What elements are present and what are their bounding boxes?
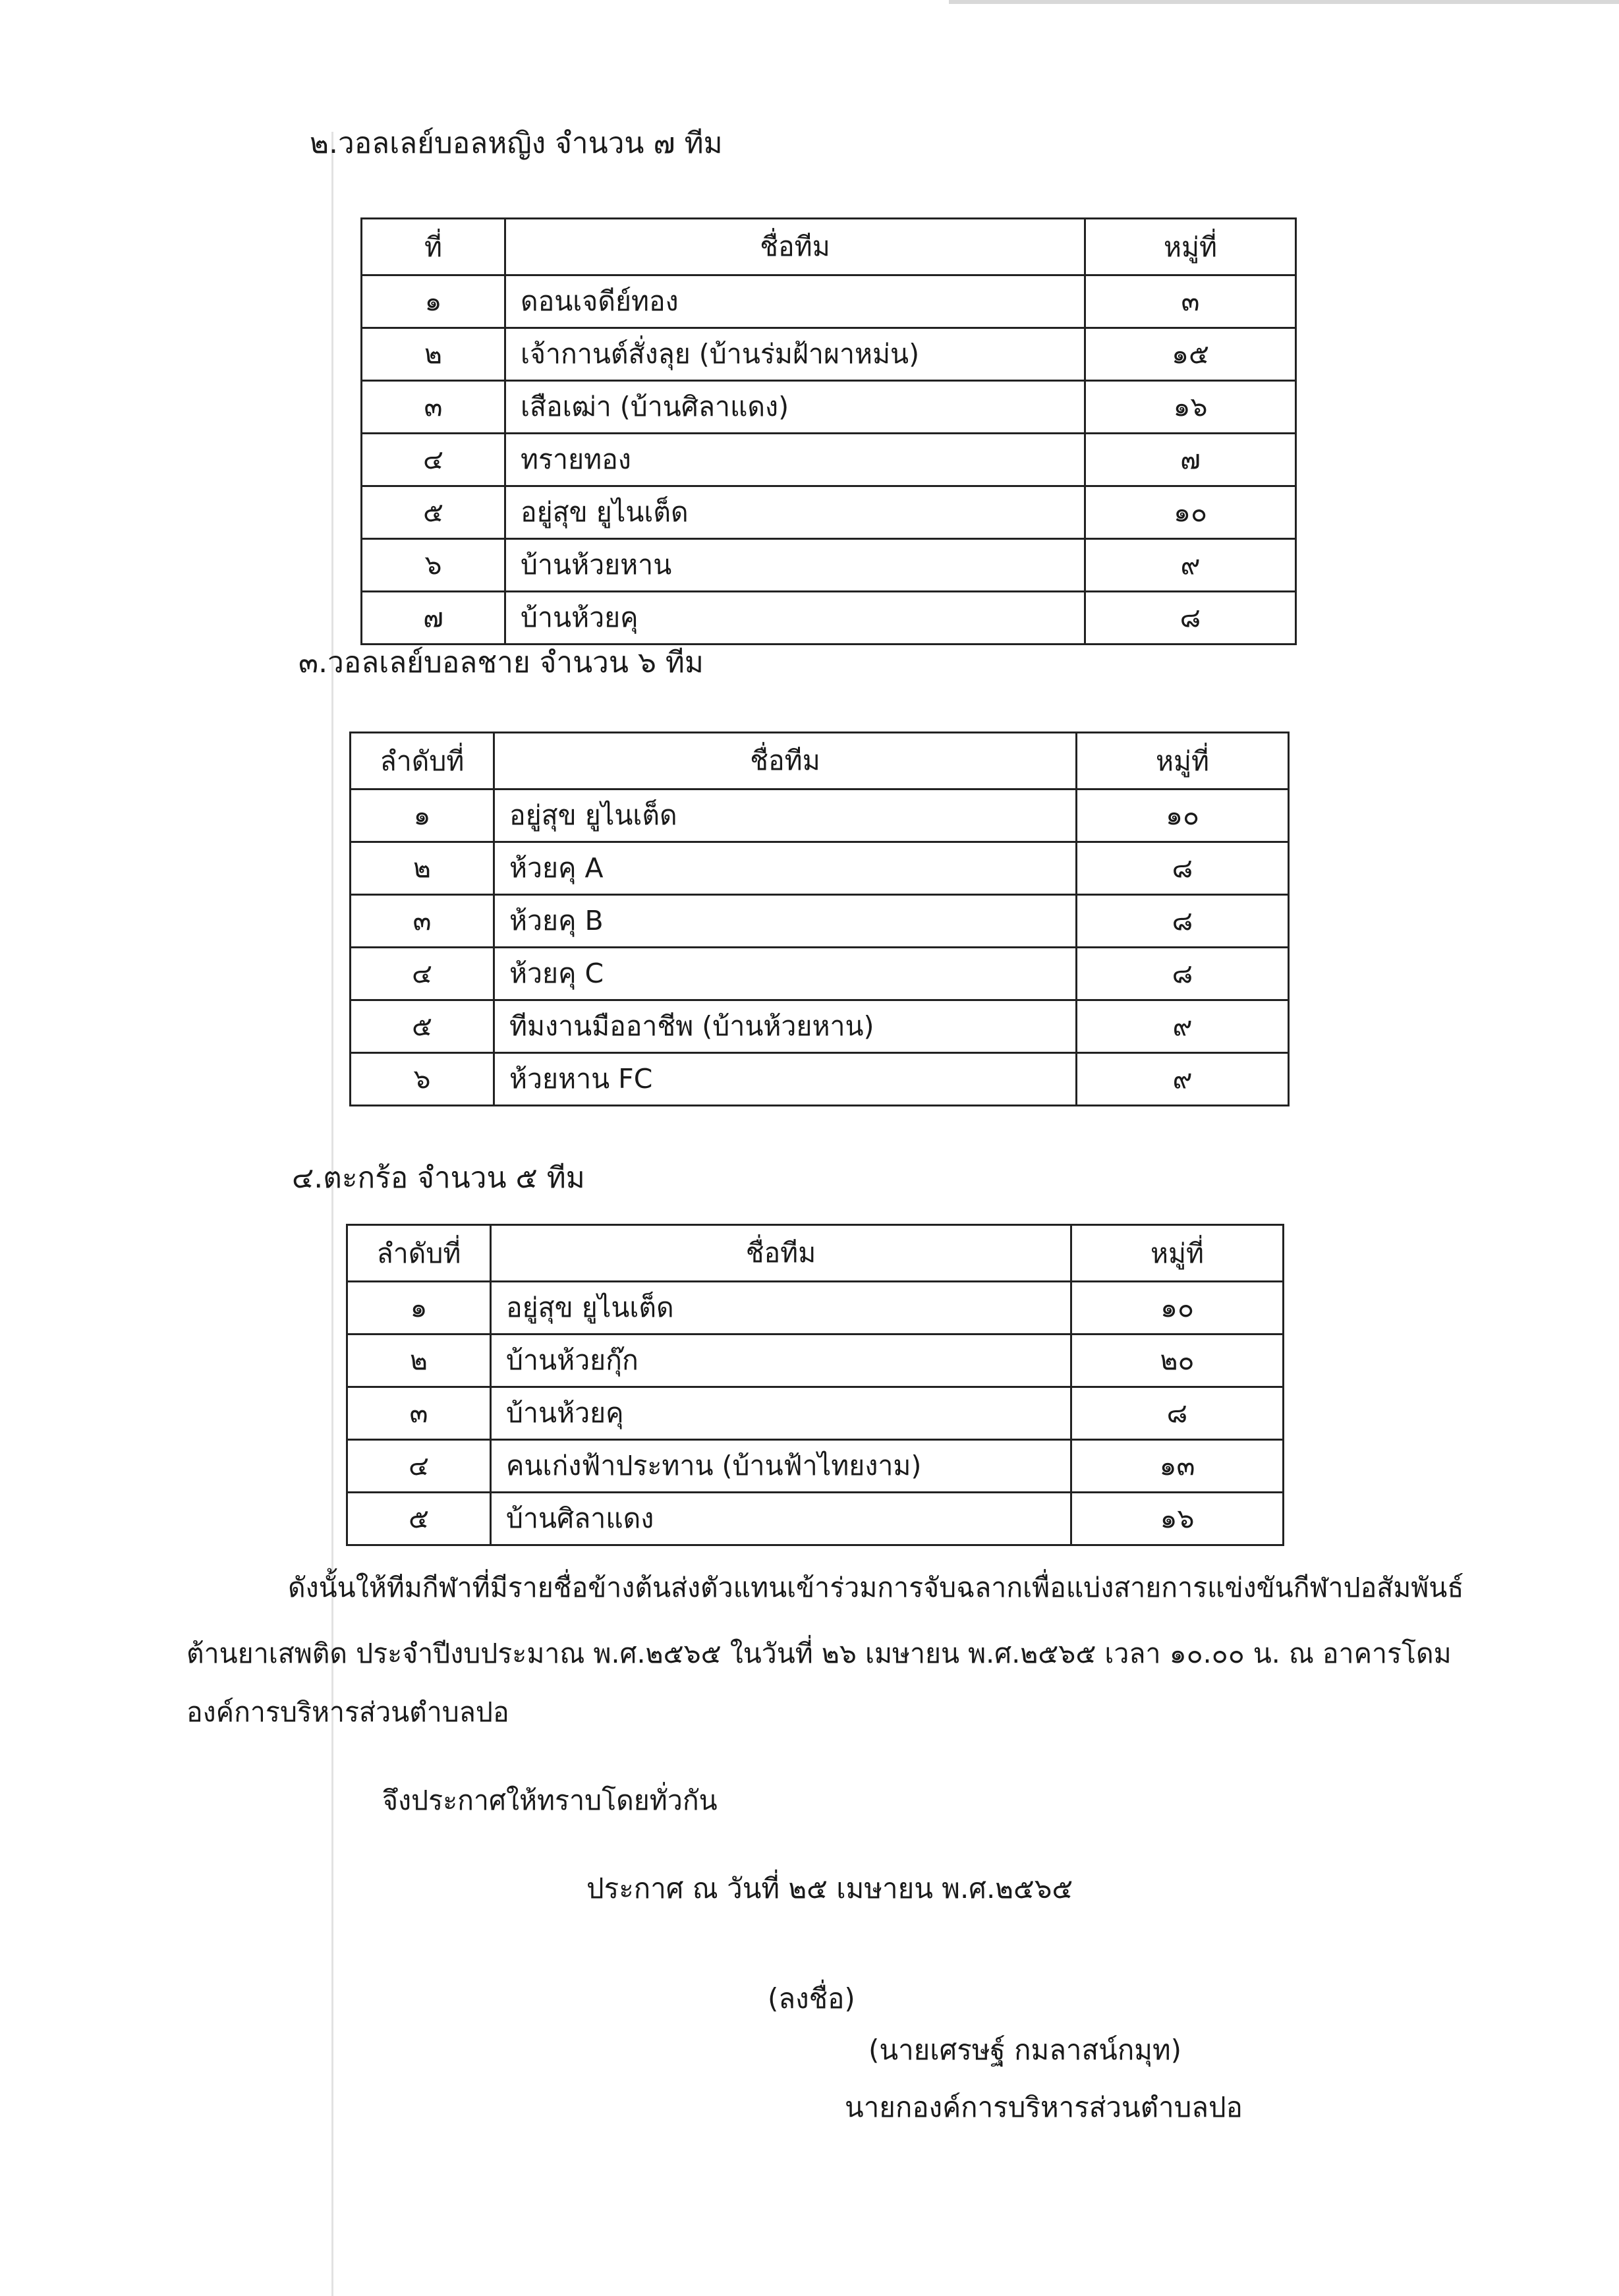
header-no: ที่ — [362, 219, 505, 275]
cell-moo: ๒๐ — [1071, 1335, 1284, 1387]
header-no: ลำดับที่ — [351, 733, 494, 789]
body-paragraph-line-2: ต้านยาเสพติด ประจำปีงบประมาณ พ.ศ.๒๕๖๕ ในวันที่ ๒๖ เมษายน พ.ศ.๒๕๖๕ เวลา ๑๐.๐๐ น. ณ อาคารโดม — [186, 1638, 1452, 1669]
table-row — [347, 1440, 1284, 1493]
table-row — [351, 948, 1289, 1000]
cell-team-name: อยู่สุข ยูไนเต็ด — [494, 789, 1077, 842]
cell-team-name: บ้านห้วยกุ๊ก — [491, 1335, 1071, 1387]
cell-no: ๑ — [347, 1282, 491, 1335]
table-row — [351, 1053, 1289, 1106]
notice-text: จึงประกาศให้ทราบโดยทั่วกัน — [382, 1785, 718, 1816]
body-paragraph-line-1: ดังนั้นให้ทีมกีฬาที่มีรายชื่อข้างต้นส่งตัวแทนเข้าร่วมการจับฉลากเพื่อแบ่งสายการแข่งขันกีฬาปอสัมพันธ์ — [288, 1572, 1464, 1603]
cell-team-name: บ้านห้วยคุ — [505, 592, 1085, 645]
header-team-name: ชื่อทีม — [494, 733, 1077, 789]
cell-team-name: ห้วยคุ A — [494, 842, 1077, 895]
cell-no: ๗ — [362, 592, 505, 645]
cell-no: ๓ — [347, 1387, 491, 1440]
cell-no: ๕ — [362, 486, 505, 539]
signatory-title: นายกองค์การบริหารส่วนตำบลปอ — [845, 2091, 1243, 2123]
cell-no: ๒ — [347, 1335, 491, 1387]
cell-no: ๓ — [362, 381, 505, 434]
cell-no: ๒ — [351, 842, 494, 895]
cell-moo: ๘ — [1071, 1387, 1284, 1440]
section-heading-womens-volleyball: ๒.วอลเลย์บอลหญิง จำนวน ๗ ทีม — [310, 127, 723, 160]
table-row — [347, 1282, 1284, 1335]
scan-edge — [949, 0, 1619, 4]
cell-moo: ๓ — [1085, 275, 1296, 328]
cell-no: ๕ — [351, 1000, 494, 1053]
cell-team-name: ห้วยคุ B — [494, 895, 1077, 948]
cell-no: ๕ — [347, 1493, 491, 1545]
cell-no: ๑ — [351, 789, 494, 842]
table-row — [351, 895, 1289, 948]
cell-team-name: เสือเฒ่า (บ้านศิลาแดง) — [505, 381, 1085, 434]
cell-team-name: อยู่สุข ยูไนเต็ด — [491, 1282, 1071, 1335]
header-moo: หมู่ที่ — [1071, 1225, 1284, 1282]
signatory-name: (นายเศรษฐ์ กมลาสน์กมุท) — [868, 2034, 1182, 2066]
table-row — [362, 381, 1296, 434]
cell-moo: ๑๖ — [1071, 1493, 1284, 1545]
cell-no: ๔ — [351, 948, 494, 1000]
cell-team-name: บ้านห้วยคุ — [491, 1387, 1071, 1440]
cell-no: ๒ — [362, 328, 505, 381]
signed-label: (ลงชื่อ) — [768, 1982, 855, 2015]
table-row — [362, 275, 1296, 328]
header-team-name: ชื่อทีม — [505, 219, 1085, 275]
mens-volleyball-table — [349, 732, 1290, 1106]
cell-no: ๓ — [351, 895, 494, 948]
header-team-name: ชื่อทีม — [491, 1225, 1071, 1282]
cell-moo: ๑๐ — [1071, 1282, 1284, 1335]
cell-moo: ๘ — [1077, 842, 1289, 895]
table-row — [347, 1387, 1284, 1440]
table-header-row — [347, 1225, 1284, 1282]
announcement-date: ประกาศ ณ วันที่ ๒๕ เมษายน พ.ศ.๒๕๖๕ — [586, 1872, 1073, 1905]
table-row — [362, 486, 1296, 539]
table-row — [351, 1000, 1289, 1053]
cell-moo: ๙ — [1077, 1000, 1289, 1053]
cell-moo: ๑๓ — [1071, 1440, 1284, 1493]
womens-volleyball-table — [360, 217, 1297, 645]
section-heading-mens-volleyball: ๓.วอลเลย์บอลชาย จำนวน ๖ ทีม — [298, 646, 704, 679]
table-header-row — [362, 219, 1296, 275]
cell-no: ๑ — [362, 275, 505, 328]
section-heading-takraw: ๔.ตะกร้อ จำนวน ๕ ทีม — [292, 1161, 585, 1195]
cell-moo: ๘ — [1077, 948, 1289, 1000]
cell-moo: ๙ — [1077, 1053, 1289, 1106]
cell-moo: ๑๐ — [1077, 789, 1289, 842]
cell-team-name: บ้านศิลาแดง — [491, 1493, 1071, 1545]
table-row — [362, 434, 1296, 486]
cell-team-name: อยู่สุข ยูไนเต็ด — [505, 486, 1085, 539]
cell-no: ๔ — [362, 434, 505, 486]
cell-moo: ๘ — [1077, 895, 1289, 948]
table-row — [351, 789, 1289, 842]
cell-moo: ๑๐ — [1085, 486, 1296, 539]
table-row — [362, 539, 1296, 592]
cell-team-name: ห้วยคุ C — [494, 948, 1077, 1000]
header-no: ลำดับที่ — [347, 1225, 491, 1282]
table-row — [347, 1493, 1284, 1545]
header-moo: หมู่ที่ — [1077, 733, 1289, 789]
table-row — [347, 1335, 1284, 1387]
cell-moo: ๘ — [1085, 592, 1296, 645]
table-row — [351, 842, 1289, 895]
cell-moo: ๙ — [1085, 539, 1296, 592]
cell-team-name: เจ้ากานต์สั่งลุย (บ้านร่มฝ้าผาหม่น) — [505, 328, 1085, 381]
table-header-row — [351, 733, 1289, 789]
takraw-table — [346, 1224, 1284, 1546]
cell-no: ๖ — [362, 539, 505, 592]
cell-moo: ๑๖ — [1085, 381, 1296, 434]
cell-team-name: ทีมงานมืออาชีพ (บ้านห้วยหาน) — [494, 1000, 1077, 1053]
header-moo: หมู่ที่ — [1085, 219, 1296, 275]
cell-team-name: ทรายทอง — [505, 434, 1085, 486]
cell-no: ๖ — [351, 1053, 494, 1106]
table-row — [362, 592, 1296, 645]
cell-moo: ๑๕ — [1085, 328, 1296, 381]
table-row — [362, 328, 1296, 381]
cell-team-name: คนเก่งฟ้าประทาน (บ้านฟ้าไทยงาม) — [491, 1440, 1071, 1493]
body-paragraph-line-3: องค์การบริหารส่วนตำบลปอ — [186, 1696, 509, 1728]
cell-team-name: ห้วยหาน FC — [494, 1053, 1077, 1106]
cell-no: ๔ — [347, 1440, 491, 1493]
cell-moo: ๗ — [1085, 434, 1296, 486]
cell-team-name: บ้านห้วยหาน — [505, 539, 1085, 592]
cell-team-name: ดอนเจดีย์ทอง — [505, 275, 1085, 328]
scan-margin-line — [331, 132, 333, 2296]
